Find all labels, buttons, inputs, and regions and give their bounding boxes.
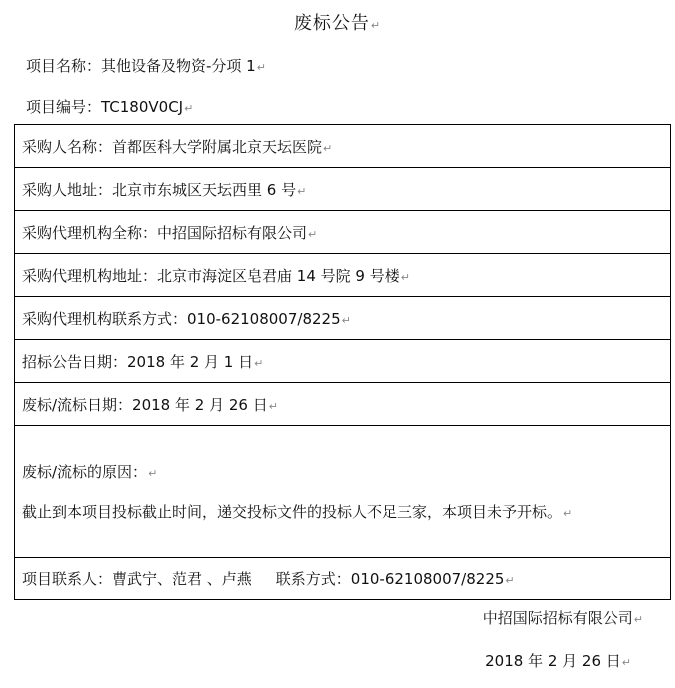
paragraph-mark-icon: ↵: [341, 313, 351, 327]
table-row: [15, 297, 671, 340]
agency-address-cell: 采购代理机构地址：北京市海淀区皂君庙 14 号院 9 号楼↵: [15, 254, 671, 297]
reason-text: 截止到本项目投标截止时间，递交投标文件的投标人不足三家，本项目未予开标。↵: [22, 503, 573, 521]
purchaser-address-cell: 采购人地址：北京市东城区天坛西里 6 号↵: [15, 168, 671, 211]
contact-phone: 联系方式：010-62108007/8225: [275, 570, 505, 588]
project-number: 项目编号：TC180V0CJ↵: [26, 98, 194, 116]
paragraph-mark-icon: ↵: [308, 227, 318, 241]
cancellation-reason-cell: [15, 426, 671, 558]
table-row: [15, 426, 671, 558]
table-row: [15, 254, 671, 297]
contact-persons: 项目联系人：曹武宁、范君 、卢燕: [22, 570, 252, 588]
reason-label: 废标/流标的原因：↵: [22, 463, 158, 481]
project-contact-cell: [15, 558, 671, 600]
paragraph-mark-icon: ↵: [268, 399, 278, 413]
announcement-table: [14, 124, 671, 600]
agency-contact-cell: 采购代理机构联系方式：010-62108007/8225↵: [15, 297, 671, 340]
paragraph-mark-icon: ↵: [148, 467, 158, 480]
paragraph-mark-icon: ↵: [563, 507, 573, 520]
paragraph-mark-icon: ↵: [297, 184, 307, 198]
paragraph-mark-icon: ↵: [184, 102, 194, 115]
paragraph-mark-icon: ↵: [370, 19, 382, 32]
paragraph-mark-icon: ↵: [400, 270, 410, 284]
table-row: [15, 168, 671, 211]
footer-company: 中招国际招标有限公司↵: [482, 609, 643, 627]
table-row: [15, 125, 671, 168]
paragraph-mark-icon: ↵: [323, 141, 333, 155]
table-row: [15, 558, 671, 600]
table-row: [15, 340, 671, 383]
agency-name-cell: 采购代理机构全称：中招国际招标有限公司↵: [15, 211, 671, 254]
tender-notice-date-cell: 招标公告日期：2018 年 2 月 1 日↵: [15, 340, 671, 383]
project-name: 项目名称：其他设备及物资-分项 1↵: [26, 57, 266, 75]
purchaser-name-cell: 采购人名称：首都医科大学附属北京天坛医院↵: [15, 125, 671, 168]
paragraph-mark-icon: ↵: [254, 356, 264, 370]
page-title: 废标公告↵: [293, 13, 382, 34]
paragraph-mark-icon: ↵: [505, 574, 515, 587]
paragraph-mark-icon: ↵: [621, 656, 631, 669]
table-row: [15, 383, 671, 426]
cancellation-date-cell: 废标/流标日期：2018 年 2 月 26 日↵: [15, 383, 671, 426]
paragraph-mark-icon: ↵: [633, 613, 643, 626]
paragraph-mark-icon: ↵: [256, 61, 266, 74]
footer-date: 2018 年 2 月 26 日↵: [485, 652, 631, 670]
table-row: [15, 211, 671, 254]
